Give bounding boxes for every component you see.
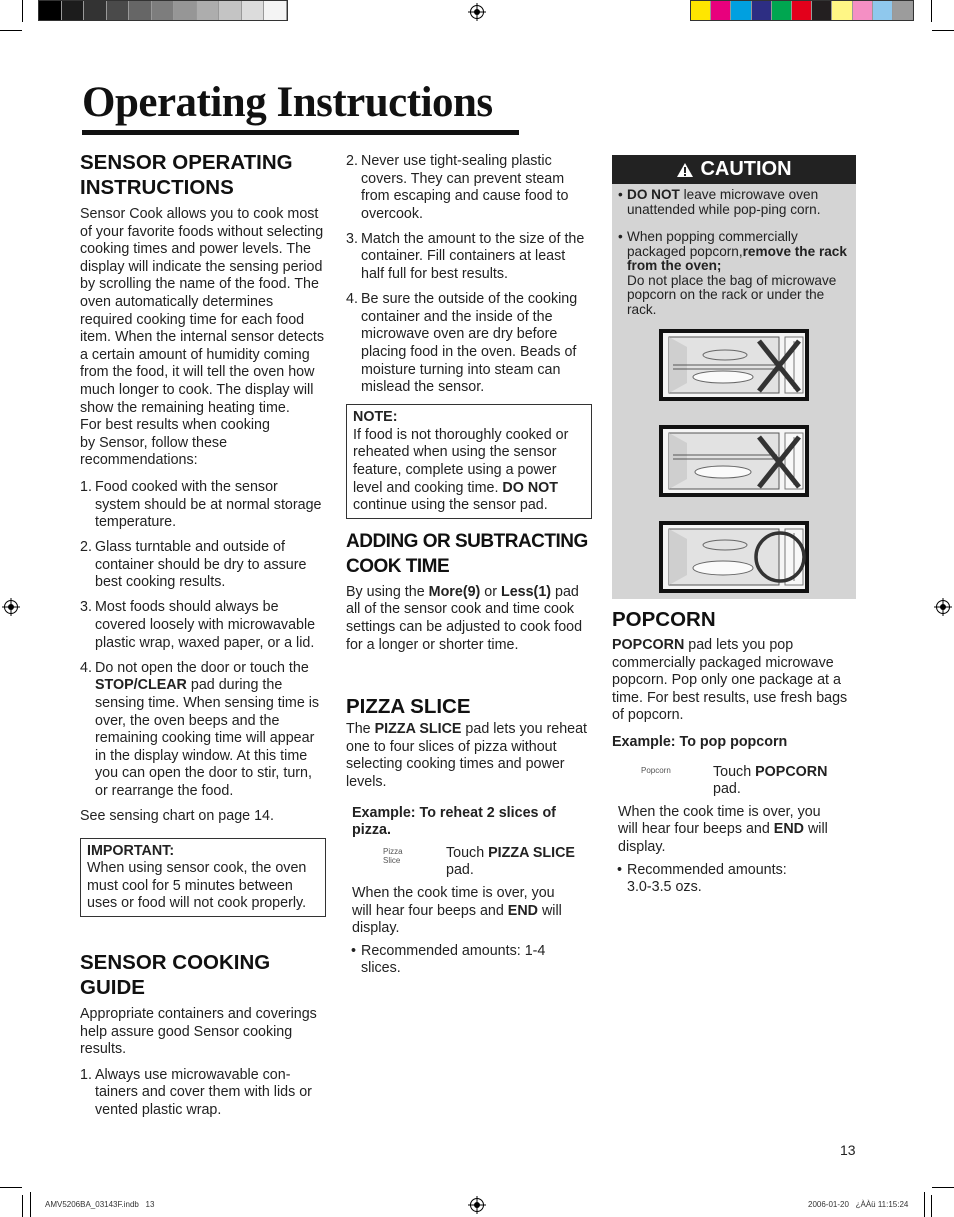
pizza-step	[346, 845, 592, 880]
list-item: 4. Be sure the outside of the cooking container and the inside of the microwave oven are dry before placing food in the oven. Beads of moisture turning into steam can mislead the sensor.	[346, 291, 578, 396]
registration-mark-icon	[468, 3, 486, 21]
grayscale-calibration-bar	[38, 0, 288, 21]
crop-mark	[22, 1195, 23, 1217]
pizza-intro-text: The PIZZA SLICE pad lets you reheat one to four slices of pizza without selecting cooking times and power levels.	[346, 721, 588, 790]
crop-mark	[931, 0, 932, 22]
registration-mark-icon	[468, 1196, 486, 1214]
caution-label: CAUTION	[700, 157, 792, 180]
note-box	[346, 404, 592, 519]
list-item: 2. Glass turntable and outside of container should be dry to assure best cooking results.	[80, 539, 307, 591]
gray-swatch	[62, 1, 85, 20]
color-swatch	[832, 1, 852, 20]
sensor-operating-heading: SENSOR OPERATING INSTRUCTIONS	[80, 151, 293, 199]
gray-swatch	[129, 1, 152, 20]
color-swatch	[731, 1, 751, 20]
gray-swatch	[152, 1, 175, 20]
oven-popcorn-on-rack-illustration	[659, 329, 809, 401]
column-right	[612, 155, 858, 897]
list-item: 1. Always use microwavable con-tainers and cover them with lids or vented plastic wrap.	[80, 1066, 312, 1118]
crop-mark	[30, 1192, 31, 1217]
list-item: 3. Most foods should always be covered loosely with microwavable plastic wrap, waxed paper, or a lid.	[80, 599, 316, 651]
footer-timestamp: 2006-01-20 ¿ÀÀü 11:15:24	[808, 1200, 909, 1209]
popcorn-heading: POPCORN	[612, 608, 716, 631]
page-number: 13	[840, 1142, 856, 1158]
guide-intro-text: Appropriate containers and coverings help assure good Sensor cooking results.	[80, 1005, 317, 1058]
guide-list-continued	[346, 153, 592, 397]
popcorn-pad-key[interactable]: Popcorn	[641, 765, 671, 775]
footer-file-info: AMV5206BA_03143F.indb 13	[45, 1200, 155, 1209]
popcorn-intro-text: POPCORN pad lets you pop commercially packaged microwave popcorn. Pop only one package at a time. For best results, use fresh bags of popcorn.	[612, 637, 848, 724]
gray-swatch	[264, 1, 287, 20]
oven-popcorn-correct-illustration	[659, 521, 809, 593]
important-label: IMPORTANT:	[87, 842, 175, 859]
color-swatch	[752, 1, 772, 20]
color-swatch	[812, 1, 832, 20]
see-chart-text: See sensing chart on page 14.	[80, 808, 274, 824]
list-item: 1. Food cooked with the sensor system should be at normal storage temperature.	[80, 478, 322, 531]
crop-mark	[931, 1195, 932, 1217]
process-color-bar	[690, 0, 914, 21]
important-text: When using sensor cook, the oven must cool for 5 minutes between uses or food will not cook properly.	[87, 860, 307, 912]
pizza-amounts: • Recommended amounts: 1-4 slices.	[351, 942, 546, 977]
gray-swatch	[84, 1, 107, 20]
crop-mark	[924, 1192, 925, 1217]
sensor-intro-text: Sensor Cook allows you to cook most of your favorite foods without selecting cooking times and power levels. The display will indicate the sensing period by scrolling the name of the food. The oven automatically determines required cooking time for each food item. When the internal sensor detects a certain amount of humidity coming from the food, it will tell the oven how much longer to cook. The display will show the remaining heating time.	[80, 206, 324, 416]
crop-mark	[22, 0, 23, 22]
popcorn-done-text: When the cook time is over, you will hear four beeps and END will display.	[618, 803, 828, 855]
crop-mark	[0, 30, 22, 31]
title-underline	[82, 130, 519, 135]
color-swatch	[711, 1, 731, 20]
crop-mark	[932, 30, 954, 31]
caution-body	[612, 184, 856, 599]
color-swatch	[853, 1, 873, 20]
pizza-slice-pad-key[interactable]: Pizza Slice	[383, 846, 403, 865]
gray-swatch	[107, 1, 130, 20]
list-item: 4. Do not open the door or touch the STOP/CLEAR pad during the sensing time. When sensing time is over, the oven beeps and the remaining cooking time will appear in the display window. At this time you can open the door to stir, turn, or rearrange the food.	[80, 659, 320, 799]
popcorn-amounts: • Recommended amounts: 3.0-3.5 ozs.	[617, 861, 787, 896]
crop-mark	[932, 1187, 954, 1188]
popcorn-step	[612, 764, 858, 799]
gray-swatch	[174, 1, 197, 20]
popcorn-example-text: Example: To pop popcorn	[612, 733, 788, 750]
sensor-cooking-guide-heading: SENSOR COOKING GUIDE	[80, 950, 271, 999]
gray-swatch	[219, 1, 242, 20]
list-item: 2. Never use tight-sealing plastic covers. They can prevent steam from escaping and cause food to overcook.	[346, 153, 569, 222]
color-swatch	[873, 1, 893, 20]
gray-swatch	[242, 1, 265, 20]
pizza-touch-text: Touch PIZZA SLICE pad.	[446, 844, 575, 879]
oven-popcorn-under-rack-illustration	[659, 425, 809, 497]
color-swatch	[691, 1, 711, 20]
guide-list	[80, 1067, 326, 1120]
sensor-recommendations-list	[80, 479, 326, 801]
important-box	[80, 838, 326, 917]
list-item: 3. Match the amount to the size of the container. Fill containers at least half full for best results.	[346, 230, 585, 283]
caution-bullet: • When popping commercially packaged popcorn,remove the rack from the oven; Do not place the bag of microwave popcorn on the rack or under the rack.	[618, 229, 847, 317]
pizza-example-text: Example: To reheat 2 slices of pizza.	[352, 804, 556, 839]
adding-text: By using the More(9) or Less(1) pad all of the sensor cook and time cook settings can be adjusted to cook food for a longer or shorter time.	[346, 583, 583, 653]
sensor-best-text: For best results when cooking by Sensor, follow these recommendations:	[80, 417, 270, 469]
gray-swatch	[197, 1, 220, 20]
crop-mark	[0, 1187, 22, 1188]
registration-mark-icon	[2, 598, 20, 616]
caution-header	[612, 155, 856, 184]
pizza-slice-heading: PIZZA SLICE	[346, 695, 471, 719]
caution-panel	[612, 155, 856, 599]
registration-mark-icon	[934, 598, 952, 616]
pizza-done-text: When the cook time is over, you will hear four beeps and END will display.	[352, 884, 562, 937]
note-text: If food is not thoroughly cooked or reheated when using the sensor feature, complete using a power level and cooking time. DO NOT continue using the sensor pad.	[353, 426, 569, 514]
color-swatch	[772, 1, 792, 20]
column-middle	[346, 153, 592, 978]
popcorn-touch-text: Touch POPCORN pad.	[713, 763, 828, 798]
column-left	[80, 150, 326, 1127]
color-swatch	[893, 1, 913, 20]
note-label: NOTE:	[353, 409, 398, 426]
adding-subtracting-heading: ADDING OR SUBTRACTING COOK TIME	[346, 530, 588, 577]
page-title: Operating Instructions	[82, 79, 493, 126]
warning-triangle-icon	[676, 162, 694, 178]
gray-swatch	[39, 1, 62, 20]
caution-bullet: • DO NOT leave microwave oven unattended while pop-ping corn.	[618, 187, 821, 217]
color-swatch	[792, 1, 812, 20]
